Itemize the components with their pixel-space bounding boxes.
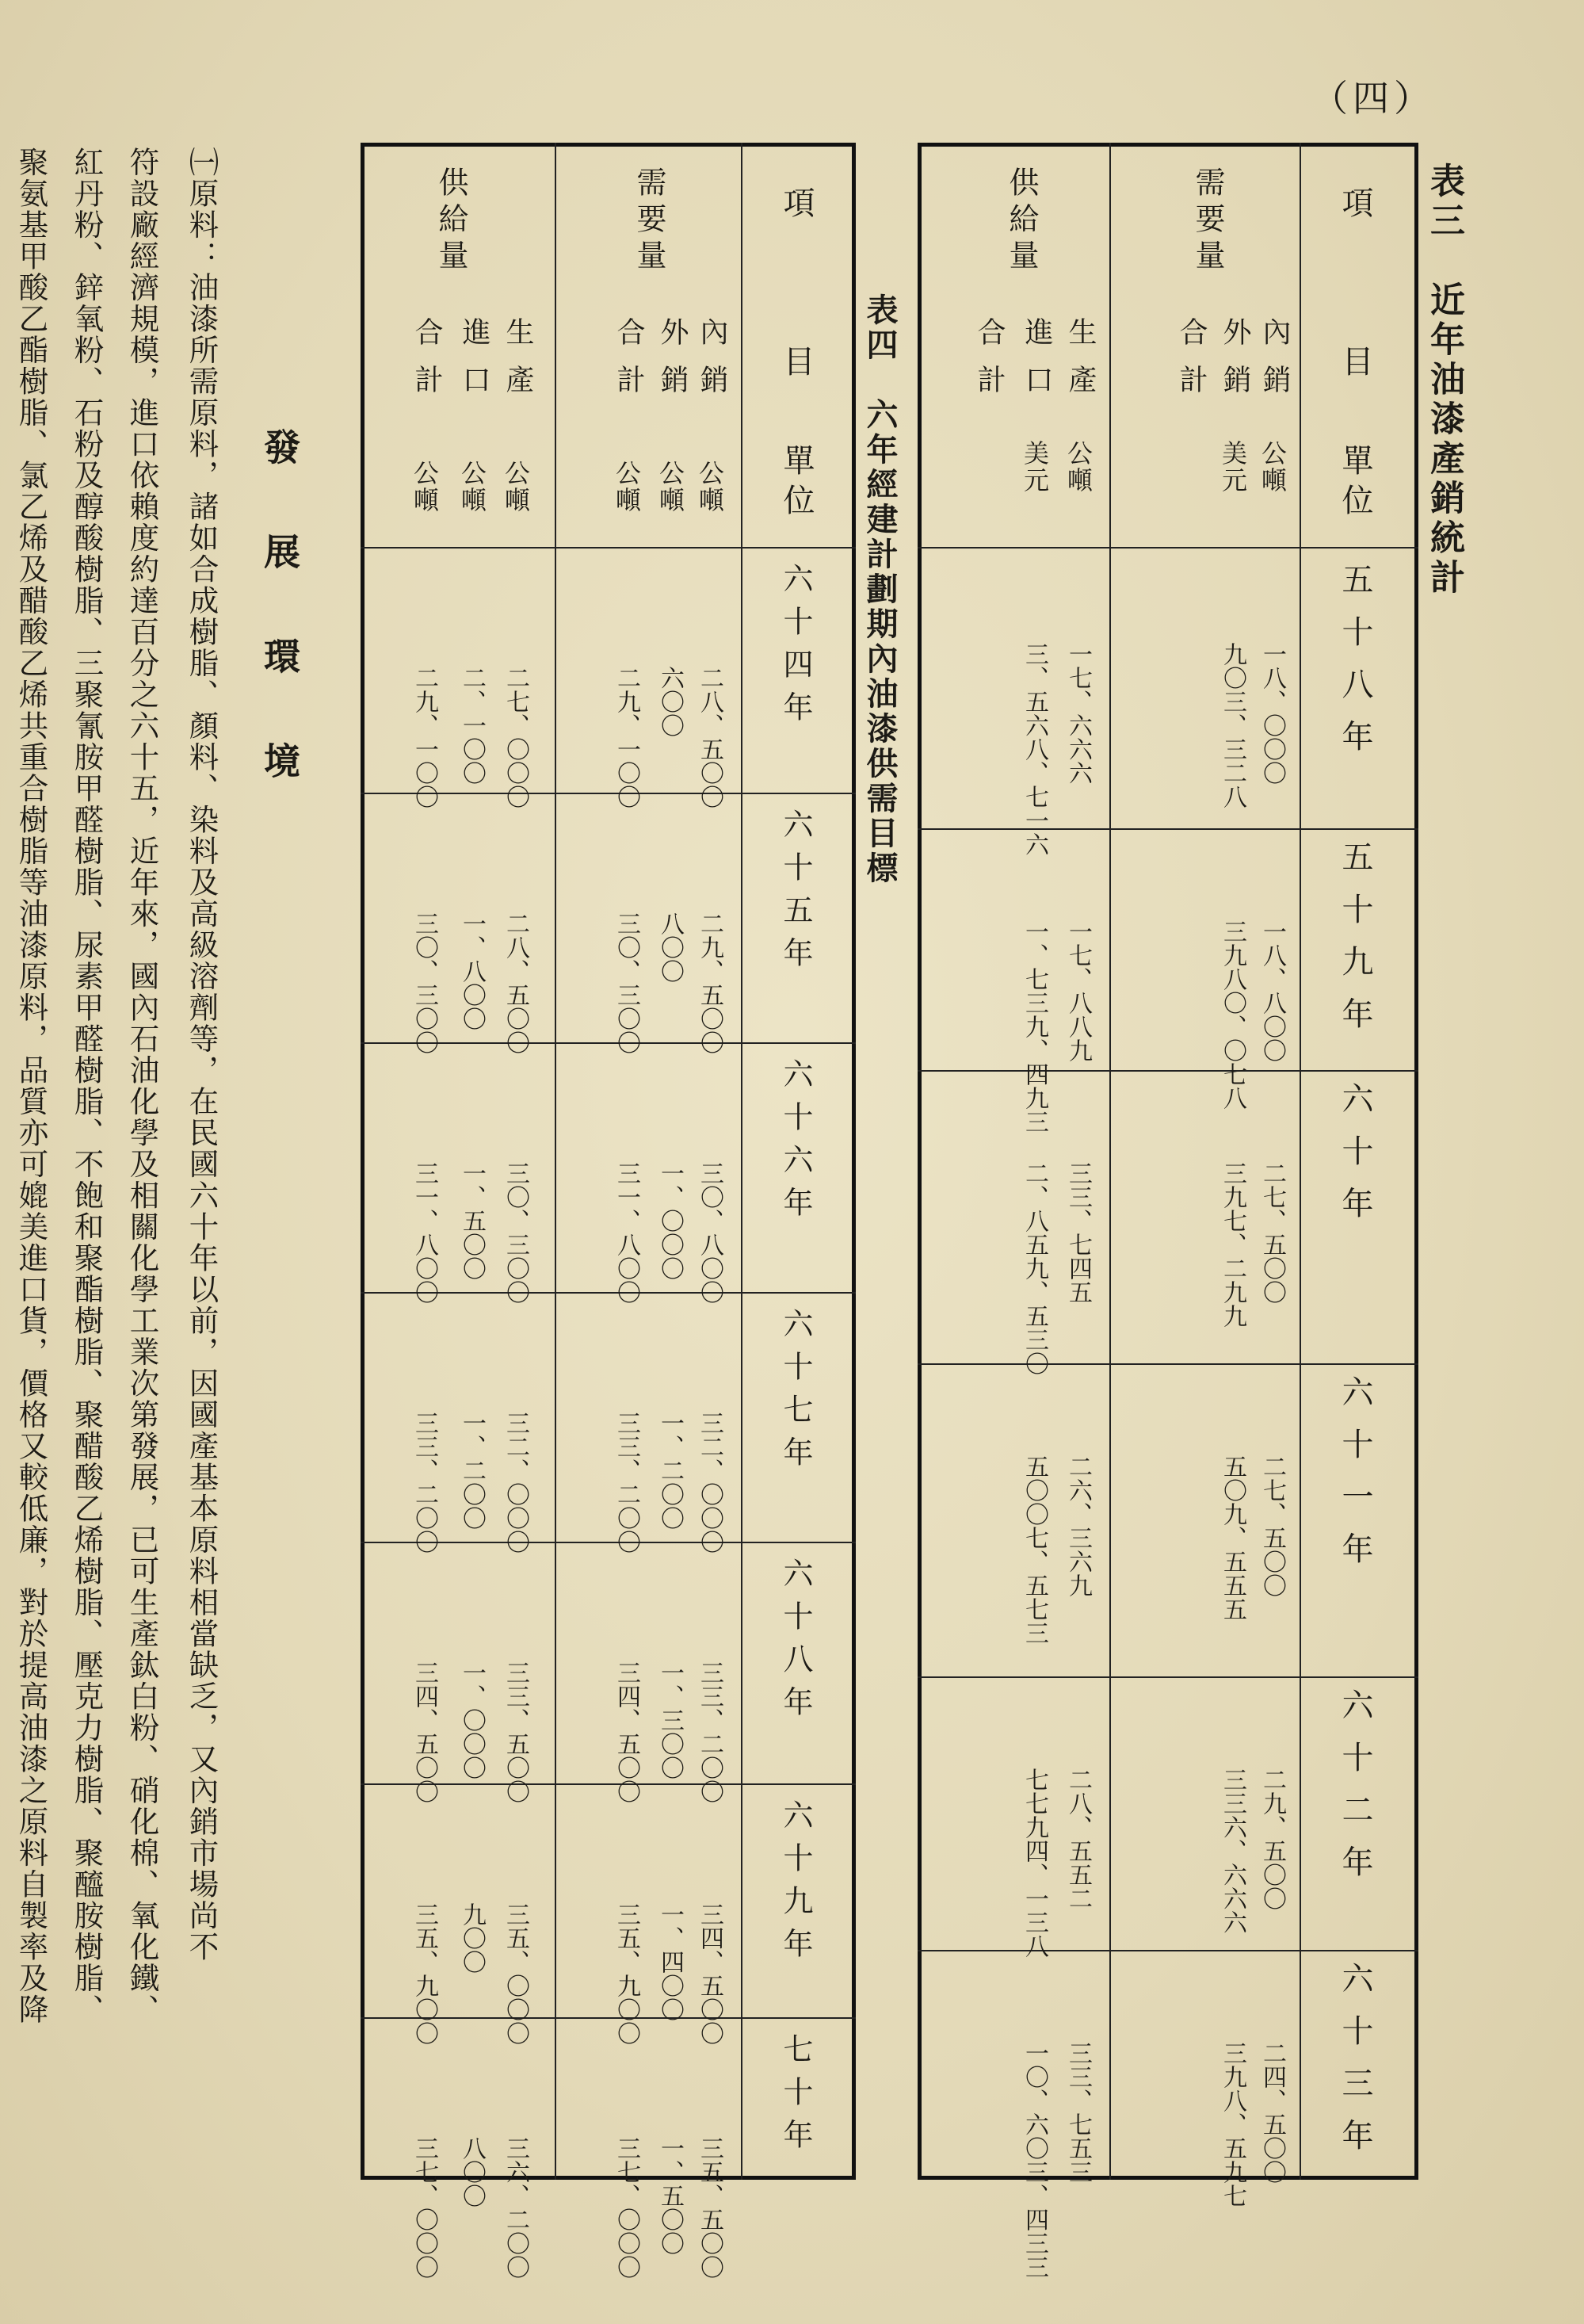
table3-row-sep <box>918 1950 1418 1951</box>
table3-row-unit: 公噸 <box>1063 440 1094 494</box>
table3-year-header: 六十一年 <box>1337 1375 1373 1584</box>
table3-frame-top <box>918 143 1418 147</box>
table4-header-separator <box>361 547 856 549</box>
table4-cell: 一、三〇〇 <box>656 1661 684 1779</box>
table3-group-demand: 需要量 <box>1190 166 1225 276</box>
table4-divider-groups <box>555 143 556 2180</box>
table3-year-header: 五十九年 <box>1337 840 1373 1049</box>
table4-cell: 一、〇〇〇 <box>656 1161 684 1280</box>
table3-year-header: 六十三年 <box>1337 1962 1373 2171</box>
table3-cell: 一、七三九、四九三 <box>1021 919 1048 1133</box>
table4-group-demand: 需要量 <box>632 166 666 276</box>
table4-row-unit: 公噸 <box>655 460 685 514</box>
table4-cell: 三五、五〇〇 <box>696 2136 723 2279</box>
table4-row-unit: 公噸 <box>410 460 440 514</box>
table3-year-header: 六十年 <box>1337 1082 1373 1239</box>
table4-cell: 三五、九〇〇 <box>410 1902 438 2045</box>
table4-cell: 一、五〇〇 <box>656 2136 684 2255</box>
table4-cell: 二九、一〇〇 <box>613 666 640 808</box>
table4-cell: 一、八〇〇 <box>458 912 486 1030</box>
table4-header-unit: 單位 <box>778 444 815 523</box>
table3-cell: 七七九四、一三八 <box>1021 1768 1048 1958</box>
table4-cell: 一、二〇〇 <box>656 1411 684 1530</box>
table3-cell: 九〇三、三二八 <box>1219 642 1246 808</box>
table3-cell: 三三、七五三 <box>1064 2041 1092 2184</box>
table4-row-unit: 公噸 <box>457 460 487 514</box>
table3-row-unit: 美元 <box>1020 440 1050 494</box>
table4-row-label: 外銷 <box>656 317 689 412</box>
table4-cell: 三二、〇〇〇 <box>502 1411 529 1554</box>
table4-frame-left <box>361 143 365 2180</box>
table4-cell: 三〇、三〇〇 <box>613 912 640 1054</box>
table4-cell: 三三、二〇〇 <box>410 1411 438 1554</box>
table4-cell: 三〇、三〇〇 <box>410 912 438 1054</box>
table4-row-unit: 公噸 <box>501 460 531 514</box>
table4-year-header: 六十六年 <box>778 1058 813 1229</box>
table4-cell: 三六、二〇〇 <box>502 2136 529 2279</box>
table4-row-unit: 公噸 <box>612 460 642 514</box>
table3-row-label: 內銷 <box>1258 317 1291 412</box>
table3-cell: 二七、五〇〇 <box>1258 1161 1286 1304</box>
table4-cell: 二七、〇〇〇 <box>502 666 529 808</box>
table4-cell: 一、四〇〇 <box>656 1902 684 2021</box>
table4-year-header: 六十七年 <box>778 1308 813 1479</box>
table4-cell: 三一、八〇〇 <box>613 1161 640 1304</box>
table3-cell: 五〇〇七、五七三 <box>1021 1454 1048 1645</box>
table3-cell: 三九八〇、〇七八 <box>1219 919 1246 1110</box>
table4-row-label: 進口 <box>458 317 490 412</box>
table4-frame-top <box>361 143 856 147</box>
table3-cell: 一八、〇〇〇 <box>1258 642 1286 785</box>
table3-divider-groups <box>1109 143 1111 2180</box>
table3-cell: 一〇、六〇三、四三三 <box>1021 2041 1048 2279</box>
table4-cell: 三四、五〇〇 <box>410 1661 438 1803</box>
table3-row-sep <box>918 828 1418 830</box>
table3-row-sep <box>918 1070 1418 1072</box>
table3-header-unit: 單位 <box>1337 444 1373 523</box>
table4-year-header: 六十五年 <box>778 808 813 980</box>
table3-row-label: 合計 <box>973 317 1006 412</box>
table4-cell: 二九、一〇〇 <box>410 666 438 808</box>
section-heading: 發 展 環 境 <box>258 428 301 794</box>
table4-cell: 三三、五〇〇 <box>502 1661 529 1803</box>
table4-row-label: 生產 <box>502 317 534 412</box>
table3-header-separator <box>918 547 1418 549</box>
body-text-column: 紅丹粉、鋅氧粉、石粉及醇酸樹脂、三聚氰胺甲醛樹脂、尿素甲醛樹脂、不飽和聚酯樹脂、聚醋酸乙烯樹脂、壓克力樹脂、聚醯胺樹脂、 <box>69 147 105 2025</box>
table3-cell: 三九七、二九九 <box>1219 1161 1246 1328</box>
table3-row-label: 進口 <box>1021 317 1053 412</box>
table3-cell: 三九八、五九七 <box>1219 2041 1246 2207</box>
table4-cell: 二八、五〇〇 <box>502 912 529 1054</box>
table4-cell: 一、五〇〇 <box>458 1161 486 1280</box>
table4-row-label: 合計 <box>410 317 443 412</box>
table3-cell: 二四、五〇〇 <box>1258 2041 1286 2184</box>
table3-row-label: 生產 <box>1064 317 1097 412</box>
table3-cell: 二七、五〇〇 <box>1258 1454 1286 1597</box>
table3-cell: 一八、八〇〇 <box>1258 919 1286 1062</box>
table4-cell: 三五、〇〇〇 <box>502 1902 529 2045</box>
table4-cell: 八〇〇 <box>656 912 684 983</box>
table4-year-header: 六十四年 <box>778 563 813 734</box>
table4-cell: 三〇、八〇〇 <box>696 1161 723 1304</box>
table3-group-supply: 供給量 <box>1004 166 1039 276</box>
table4-cell: 六〇〇 <box>656 666 684 737</box>
table4-cell: 一、二〇〇 <box>458 1411 486 1530</box>
table3-cell: 二九、五〇〇 <box>1258 1768 1286 1910</box>
table3-cell: 二六、三六九 <box>1064 1454 1092 1597</box>
table4-cell: 三四、五〇〇 <box>696 1902 723 2045</box>
table4-cell: 三五、九〇〇 <box>613 1902 640 2045</box>
body-text-column: ㈠原料：油漆所需原料，諸如合成樹脂、顏料、染料及高級溶劑等，在民國六十年以前，因國產基本原料相當缺乏，又內銷市場尚不 <box>184 147 219 1963</box>
table3-cell: 一七、六六六 <box>1064 642 1092 785</box>
table4-title: 表四 六年經建計劃期內油漆供需目標 <box>861 293 899 886</box>
table4-cell: 一、〇〇〇 <box>458 1661 486 1779</box>
table3-cell: 三、五六八、七一六 <box>1021 642 1048 856</box>
table3-row-sep <box>918 1676 1418 1678</box>
table4-cell: 二、一〇〇 <box>458 666 486 785</box>
table3-year-header: 五十八年 <box>1337 563 1373 772</box>
table4-cell: 八〇〇 <box>458 2136 486 2207</box>
table3-year-header: 六十二年 <box>1337 1688 1373 1898</box>
table3-frame-right <box>1414 143 1418 2180</box>
table3-title: 表三 近年油漆產銷統計 <box>1424 162 1464 598</box>
table3-cell: 三三六、六六六 <box>1219 1768 1246 1934</box>
table4-cell: 三三、二〇〇 <box>696 1661 723 1803</box>
table4-cell: 九〇〇 <box>458 1902 486 1974</box>
table4-year-header: 七十年 <box>778 2033 813 2162</box>
table4-cell: 三三、二〇〇 <box>613 1411 640 1554</box>
table3-cell: 二、八五九、五三〇 <box>1021 1161 1048 1375</box>
table4-group-supply: 供給量 <box>433 166 468 276</box>
table4-divider-header <box>741 143 742 2180</box>
table4-row-unit: 公噸 <box>695 460 725 514</box>
page-number: （四） <box>1311 77 1435 120</box>
table3-row-sep <box>918 1363 1418 1365</box>
table4-cell: 三〇、三〇〇 <box>502 1161 529 1304</box>
table4-cell: 三一、八〇〇 <box>410 1161 438 1304</box>
table4-cell: 二八、五〇〇 <box>696 666 723 808</box>
table4-cell: 二九、五〇〇 <box>696 912 723 1054</box>
table3-divider-header <box>1300 143 1301 2180</box>
table4-frame-right <box>852 143 856 2180</box>
table3-frame-left <box>918 143 922 2180</box>
table4-row-label: 內銷 <box>696 317 728 412</box>
body-text-column: 符設廠經濟規模，進口依賴度約達百分之六十五，近年來，國內石油化學及相關化學工業次第發展，已可生產鈦白粉、硝化棉、氧化鐵、 <box>124 147 160 2025</box>
table3-cell: 一七、八八九 <box>1064 919 1092 1062</box>
table4-year-header: 六十九年 <box>778 1799 813 1970</box>
table3-cell: 三三、七四五 <box>1064 1161 1092 1304</box>
table3-row-unit: 公噸 <box>1258 440 1288 494</box>
body-text-column: 聚氨基甲酸乙酯樹脂、氯乙烯及醋酸乙烯共重合樹脂等油漆原料，品質亦可媲美進口貨，價格又較低廉，對於提高油漆之原料自製率及降 <box>13 147 49 2025</box>
table3-row-label: 合計 <box>1175 317 1208 412</box>
table3-row-unit: 美元 <box>1218 440 1248 494</box>
table4-cell: 三七、〇〇〇 <box>613 2136 640 2279</box>
table3-row-label: 外銷 <box>1219 317 1251 412</box>
table3-cell: 五〇九、五五五 <box>1219 1454 1246 1621</box>
table3-header-item: 項 目 <box>1337 186 1373 424</box>
table4-year-header: 六十八年 <box>778 1558 813 1729</box>
table4-row-label: 合計 <box>613 317 645 412</box>
table3-frame-bottom <box>918 2176 1418 2180</box>
table4-header-item: 項 目 <box>778 186 815 424</box>
table4-cell: 三二、〇〇〇 <box>696 1411 723 1554</box>
table3-cell: 二八、五五二 <box>1064 1768 1092 1910</box>
table4-cell: 三七、〇〇〇 <box>410 2136 438 2279</box>
table4-cell: 三四、五〇〇 <box>613 1661 640 1803</box>
